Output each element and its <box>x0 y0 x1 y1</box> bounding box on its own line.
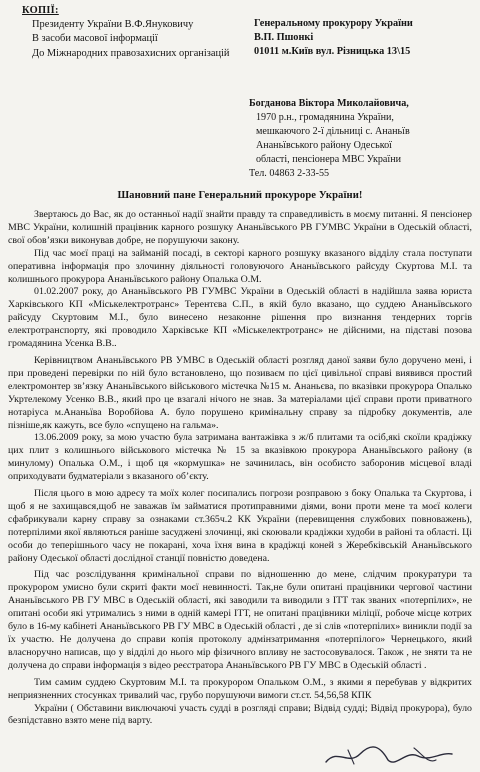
addressee-title: Генеральному прокурору України <box>254 18 413 29</box>
paragraph: Звертаюсь до Вас, як до останньої надії знайти правду та справедливість в моєму питанні. Я пенсіонер МВС України, колишній працівник карного розшуку Ананьївського РВ ГУМВС України в Одеській області, свої обов’язки виконував добре, не порушуючи закону. <box>8 209 472 246</box>
sender-line: мешкаючого 2-ї дільниці с. Ананьїв <box>256 125 410 137</box>
paragraph: Керівництвом Ананьївського РВ УМВС в Одеській області розгляд даної заяви було доручено мені, і при проведені перевірки по ній було встановлено, що позиваєм по цієї цивільної справі виявився простий електромонтер зв’язку Ананьївського військового містечка №15 м. Ананьєва, по вказівки прокурора Опалько Укртелекому Усенко В.В., який про це взагалі нічого не знав. За матеріалами цієї справи проти приватного нотаріуса м.Ананьїва Воробйова А. було порушено кримінальну справу за підробку документів, але пізніше,як кажуть, все було «спущено на гальма». <box>8 354 472 431</box>
paragraph: Тим самим суддею Скуртовим М.І. та прокурором Опальком О.М., з якими я перебував у відкритих неприязненних стосунках тривалий час, грубо порушуючи вимоги ст.ст. 54,56,58 КПК <box>8 676 472 701</box>
handwritten-signature <box>318 740 468 770</box>
addressee-address: 01011 м.Київ вул. Різницька 13\15 <box>254 46 411 58</box>
paragraph: Після цього в мою адресу та моїх колег посипались погрози розправою з боку Опалька та Скуртова, і щоб я не захищався,щоб не заважав їм займатися протиправними діями, вони проти мене та моєї колеги сфабрикували карну справу за ознаками ст.365ч.2 КК України (перевищення службових повноважень), потерпілими якої являються раніше засуджені злочинці, які скоювали крадіжки худоби в районі та області. Ці особи до теперішнього часу не покарані, хоча їхня вина в крадіжці коней з Жеребківській Ананьївського району Одеської області дослідної станції повністю доведена. <box>8 488 472 564</box>
paragraph: Під час моєї праці на займаній посаді, в секторі карного розшуку вказаного відділу стала поступати оперативна інформація про злочинну діяльності головуючого Ананьївського райсуду Скуртова М.І. та колишнього прокурора Ананьївського району Опалька О.М. <box>8 247 472 285</box>
sender-line: області, пенсіонера МВС України <box>256 153 401 165</box>
copies-label: КОПІЇ: <box>22 5 59 16</box>
paragraph: 13.06.2009 року, за мою участю була затримана вантажівка з ж/б плитами та осіб,які скоїли крадіжку цих плит з колишнього військового містечка № 15 за вказівкою прокурора Ананьївського району (в минулому) Опалька О.М., і щоб ця «кормушка» не зачинилась, він особисто заборонив місцевої владі оприходувати будматеріали з вказаного об’єкту. <box>8 432 472 483</box>
paragraph: України ( Обставини виключаючі участь судді в розгляді справи; Відвід судді; Відвід прокурора), було безпідставно взято мене під варту. <box>8 702 472 727</box>
sender-phone: Тел. 04863 2-33-55 <box>249 167 330 179</box>
paragraph: Під час розслідування кримінальної справи по відношенню до мене, слідчим прокуратури та прокурором умисно були скриті факти моєї невинності. Так,не були опитані працівники чергової частини Ананьївського РВ ГУ МВС в Одеській області, які заводили та виводили з ІТТ так званих «потерпілих», не опитані особи які утримались з ними в одній камері ІТТ, не опитані працівники міліції, робоче місце котрих було в 16-му кабінеті Ананьївського РВ ГУ МВС в Одеській області , де зі слів «потерпілих» виникли події за їх участю. Не долучена до справи копія протоколу адмінзатримання «потерпілого» Чернецького, який власноручно написав, що у відділі до нього мір фізичного впливу не застосовувалося. Також , не зняти та не долучена до справи інформація з відео реєстратора Ананьївського РВ ГУ МВС в Одеській області . <box>8 569 472 671</box>
paragraph: 01.02.2007 року, до Ананьївського РВ ГУМВС України в Одеській області в надійшла заява юриста Харківського КП «Міськелектротранс» Терентєва С.П., в якій було вказано, що суддею Ананьївського райсуду Скуртовим М.І., було винесено незаконне рішення про визнання тендерних торгів електротранспорту, які проводило Харківське КП «Міськелектротранс» не дійсними, на підставі позова громадянина Усенка В.В.. <box>8 286 472 350</box>
copy-recipient: В засоби масової інформації <box>32 33 158 45</box>
copy-recipient: До Міжнародних правозахисних організацій <box>32 47 230 59</box>
addressee-block <box>254 17 413 60</box>
sender-name: Богданова Віктора Миколайовича, <box>249 98 409 109</box>
copy-recipient: Президенту України В.Ф.Януковичу <box>32 19 194 31</box>
sender-block <box>249 97 475 180</box>
letter-body <box>8 209 472 728</box>
sender-line: 1970 р.н., громадянина України, <box>256 111 394 123</box>
addressee-name: В.П. Пшонкі <box>254 32 314 44</box>
salutation: Шановний пане Генеральний прокуроре України! <box>117 190 363 201</box>
sender-line: Ананьївського району Одеської <box>256 139 392 151</box>
copies-block <box>22 4 229 61</box>
